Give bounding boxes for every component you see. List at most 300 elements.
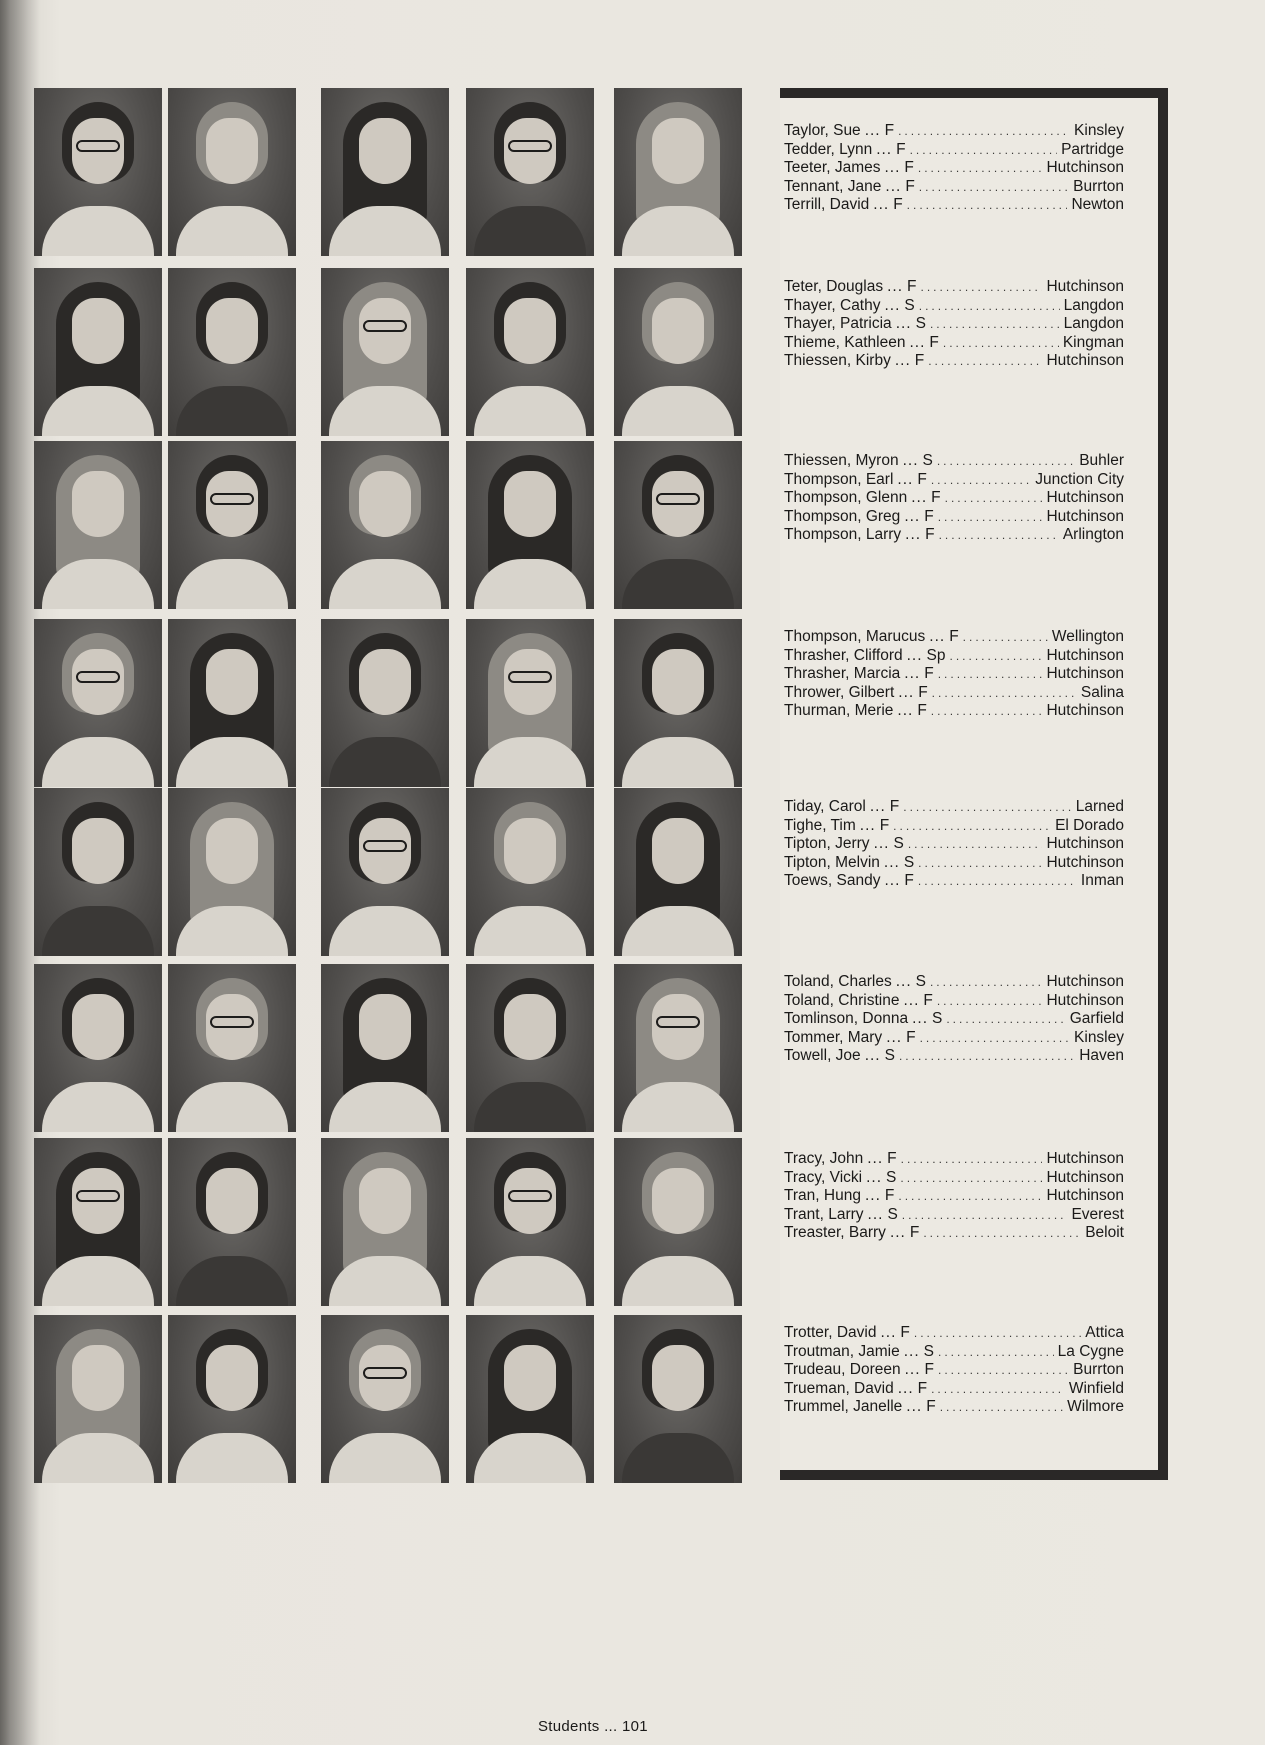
- hometown: Salina: [1080, 683, 1124, 701]
- entry-separator: ...: [911, 489, 928, 506]
- student-name: Tiday, Carol: [784, 798, 866, 815]
- student-name: Thompson, Earl: [784, 470, 894, 488]
- student-name: Tighe, Tim: [784, 816, 856, 834]
- hometown: Hutchinson: [1046, 352, 1124, 369]
- entry-separator: ...: [883, 853, 900, 871]
- class-year: F: [889, 798, 900, 815]
- dot-leader: [937, 454, 1075, 468]
- hometown: Winfield: [1068, 1379, 1124, 1397]
- student-portrait: [614, 88, 742, 256]
- portrait-body: [474, 906, 586, 956]
- hometown: Buhler: [1079, 452, 1124, 469]
- student-name: Trudeau, Doreen: [784, 1361, 901, 1378]
- class-year: F: [900, 1324, 910, 1341]
- student-portrait: [34, 619, 162, 787]
- hometown: Hutchinson: [1046, 489, 1124, 506]
- student-portrait: [321, 964, 449, 1132]
- portrait-row: [34, 619, 770, 787]
- entry-separator: ...: [880, 1324, 897, 1341]
- class-year: F: [931, 489, 941, 506]
- portrait-glasses: [508, 671, 552, 683]
- dot-leader: [919, 299, 1060, 313]
- dot-leader: [931, 1382, 1065, 1396]
- student-name: Tran, Hung: [784, 1187, 861, 1204]
- student-portrait: [168, 1138, 296, 1306]
- roster-group: [784, 1150, 1124, 1243]
- entry-separator: ...: [859, 816, 876, 834]
- dot-leader: [903, 800, 1072, 814]
- portrait-body: [176, 1256, 288, 1306]
- hometown: Larned: [1075, 798, 1124, 815]
- student-portrait: [614, 441, 742, 609]
- hometown: Hutchinson: [1046, 278, 1124, 295]
- entry-separator: ...: [873, 196, 890, 213]
- roster-entry: [784, 1398, 1124, 1417]
- roster-entry: [784, 1324, 1124, 1343]
- entry-separator: ...: [873, 835, 890, 852]
- dot-leader: [945, 491, 1043, 505]
- portrait-glasses: [210, 1016, 254, 1028]
- student-name: Thiessen, Myron: [784, 452, 899, 469]
- hometown: Burrton: [1073, 1361, 1124, 1378]
- portrait-face: [206, 1168, 258, 1234]
- student-portrait: [34, 268, 162, 436]
- roster-entry: [784, 1150, 1124, 1169]
- portrait-glasses: [363, 320, 407, 332]
- class-year: F: [917, 470, 927, 488]
- hometown: Hutchinson: [1046, 646, 1124, 664]
- portrait-face: [359, 994, 411, 1060]
- portrait-row: [34, 1315, 770, 1483]
- class-year: F: [879, 816, 890, 834]
- portrait-body: [42, 906, 154, 956]
- class-year: F: [924, 665, 934, 682]
- student-portrait: [321, 88, 449, 256]
- entry-separator: ...: [867, 1150, 884, 1167]
- portrait-grid: [34, 88, 770, 1486]
- roster-entry: [784, 526, 1124, 545]
- hometown: Kinsley: [1074, 1028, 1124, 1046]
- hometown: Kinsley: [1074, 122, 1124, 139]
- portrait-body: [176, 1082, 288, 1132]
- portrait-body: [474, 1256, 586, 1306]
- student-name: Toland, Christine: [784, 991, 900, 1009]
- student-portrait: [614, 964, 742, 1132]
- student-portrait: [34, 1315, 162, 1483]
- dot-leader: [919, 180, 1069, 194]
- class-year: F: [906, 1028, 916, 1046]
- class-year: F: [907, 278, 917, 295]
- class-year: F: [925, 526, 935, 543]
- portrait-face: [72, 1345, 124, 1411]
- entry-separator: ...: [864, 122, 881, 139]
- roster-entry: [784, 178, 1124, 197]
- hometown: Kingman: [1062, 333, 1124, 351]
- entry-separator: ...: [894, 352, 911, 369]
- portrait-glasses: [363, 1367, 407, 1379]
- portrait-body: [622, 1433, 734, 1483]
- dot-leader: [950, 649, 1043, 663]
- hometown: Everest: [1071, 1205, 1124, 1223]
- portrait-face: [504, 1345, 556, 1411]
- hometown: Hutchinson: [1046, 665, 1124, 682]
- roster-entry: [784, 1206, 1124, 1225]
- roster-entry: [784, 854, 1124, 873]
- entry-separator: ...: [904, 665, 921, 682]
- entry-separator: ...: [902, 452, 919, 469]
- student-portrait: [321, 441, 449, 609]
- entry-separator: ...: [903, 1342, 920, 1360]
- student-name: Trant, Larry: [784, 1205, 864, 1223]
- hometown: La Cygne: [1057, 1342, 1124, 1360]
- portrait-body: [176, 1433, 288, 1483]
- entry-separator: ...: [897, 702, 914, 719]
- student-name: Thrasher, Marcia: [784, 665, 901, 682]
- entry-separator: ...: [895, 315, 912, 332]
- student-portrait: [168, 441, 296, 609]
- roster-entry: [784, 1169, 1124, 1188]
- dot-leader: [938, 1363, 1069, 1377]
- class-year: F: [887, 1150, 897, 1167]
- portrait-glasses: [508, 1190, 552, 1202]
- roster-entry: [784, 992, 1124, 1011]
- roster-entry: [784, 973, 1124, 992]
- portrait-face: [72, 994, 124, 1060]
- portrait-body: [329, 559, 441, 609]
- student-portrait: [321, 1138, 449, 1306]
- class-year: F: [917, 702, 927, 719]
- class-year: S: [915, 973, 926, 990]
- entry-separator: ...: [876, 140, 893, 158]
- student-portrait: [466, 268, 594, 436]
- student-portrait: [321, 268, 449, 436]
- portrait-face: [206, 118, 258, 184]
- dot-leader: [930, 317, 1060, 331]
- hometown: Hutchinson: [1046, 973, 1124, 990]
- roster-entry: [784, 665, 1124, 684]
- class-year: Sp: [926, 646, 946, 664]
- student-portrait: [168, 964, 296, 1132]
- student-portrait: [466, 441, 594, 609]
- portrait-body: [622, 1256, 734, 1306]
- class-year: F: [924, 507, 934, 525]
- hometown: Haven: [1079, 1047, 1124, 1064]
- portrait-glasses: [363, 840, 407, 852]
- portrait-body: [622, 559, 734, 609]
- entry-separator: ...: [884, 872, 901, 889]
- dot-leader: [910, 143, 1058, 157]
- roster-entry: [784, 334, 1124, 353]
- roster-entry: [784, 508, 1124, 527]
- student-portrait: [466, 1138, 594, 1306]
- class-year: F: [926, 1398, 936, 1415]
- roster-entry: [784, 471, 1124, 490]
- portrait-face: [72, 298, 124, 364]
- hometown: Hutchinson: [1046, 702, 1124, 719]
- student-name: Thompson, Marucus: [784, 628, 926, 645]
- dot-leader: [938, 510, 1043, 524]
- class-year: F: [914, 352, 925, 369]
- class-year: F: [929, 333, 939, 351]
- portrait-glasses: [508, 140, 552, 152]
- student-portrait: [34, 788, 162, 956]
- entry-separator: ...: [886, 1028, 903, 1046]
- roster-entry: [784, 872, 1124, 891]
- class-year: S: [887, 1205, 898, 1223]
- class-year: F: [884, 122, 895, 139]
- dot-leader: [918, 161, 1043, 175]
- dot-leader: [918, 874, 1077, 888]
- roster-group: [784, 973, 1124, 1066]
- student-portrait: [466, 1315, 594, 1483]
- hometown: Hutchinson: [1046, 159, 1124, 176]
- class-year: F: [917, 1379, 928, 1397]
- entry-separator: ...: [864, 1047, 881, 1064]
- student-name: Towell, Joe: [784, 1047, 861, 1064]
- student-portrait: [34, 1138, 162, 1306]
- hometown: Hutchinson: [1046, 991, 1124, 1009]
- student-portrait: [34, 88, 162, 256]
- student-name: Thiessen, Kirby: [784, 352, 891, 369]
- portrait-face: [359, 1168, 411, 1234]
- entry-separator: ...: [929, 628, 946, 645]
- dot-leader: [918, 856, 1042, 870]
- hometown: Garfield: [1069, 1010, 1124, 1027]
- student-name: Thrower, Gilbert: [784, 683, 895, 701]
- roster-entry: [784, 196, 1124, 215]
- dot-leader: [893, 819, 1051, 833]
- portrait-body: [474, 206, 586, 256]
- dot-leader: [900, 1171, 1042, 1185]
- class-year: S: [904, 296, 915, 314]
- entry-separator: ...: [912, 1010, 928, 1027]
- portrait-row: [34, 1138, 770, 1306]
- student-portrait: [168, 1315, 296, 1483]
- roster-entry: [784, 452, 1124, 471]
- hometown: Hutchinson: [1046, 507, 1124, 525]
- roster-entry: [784, 1047, 1124, 1066]
- portrait-glasses: [76, 671, 120, 683]
- hometown: Newton: [1071, 196, 1124, 213]
- portrait-row: [34, 788, 770, 956]
- roster-entry: [784, 1010, 1124, 1029]
- student-name: Thompson, Larry: [784, 526, 902, 543]
- student-portrait: [466, 964, 594, 1132]
- class-year: S: [884, 1047, 895, 1064]
- dot-leader: [932, 686, 1077, 700]
- portrait-body: [176, 206, 288, 256]
- entry-separator: ...: [909, 333, 926, 351]
- dot-leader: [902, 1208, 1068, 1222]
- roster-entry: [784, 159, 1124, 178]
- student-name: Trummel, Janelle: [784, 1398, 903, 1415]
- entry-separator: ...: [884, 159, 901, 176]
- portrait-glasses: [76, 1190, 120, 1202]
- roster-entry: [784, 141, 1124, 160]
- roster-entry: [784, 1029, 1124, 1048]
- dot-leader: [920, 280, 1042, 294]
- portrait-face: [504, 994, 556, 1060]
- roster-entry: [784, 1361, 1124, 1380]
- portrait-body: [176, 559, 288, 609]
- student-name: Troutman, Jamie: [784, 1342, 900, 1360]
- portrait-glasses: [656, 1016, 700, 1028]
- student-name: Treaster, Barry: [784, 1224, 886, 1241]
- entry-separator: ...: [897, 1379, 914, 1397]
- student-portrait: [614, 1138, 742, 1306]
- dot-leader: [928, 354, 1042, 368]
- roster-entry: [784, 798, 1124, 817]
- class-year: S: [893, 835, 904, 852]
- student-name: Tipton, Melvin: [784, 853, 880, 871]
- dot-leader: [940, 1400, 1063, 1414]
- portrait-face: [206, 818, 258, 884]
- portrait-face: [72, 471, 124, 537]
- student-portrait: [34, 441, 162, 609]
- student-name: Tracy, John: [784, 1150, 864, 1167]
- student-portrait: [321, 788, 449, 956]
- student-portrait: [466, 788, 594, 956]
- student-portrait: [466, 88, 594, 256]
- dot-leader: [931, 704, 1043, 718]
- portrait-face: [652, 1168, 704, 1234]
- hometown: Arlington: [1062, 526, 1124, 543]
- roster-entry: [784, 1224, 1124, 1243]
- dot-leader: [899, 1049, 1075, 1063]
- class-year: F: [904, 872, 914, 889]
- student-name: Trueman, David: [784, 1379, 894, 1397]
- portrait-body: [474, 1082, 586, 1132]
- roster-entry: [784, 817, 1124, 836]
- student-portrait: [168, 88, 296, 256]
- portrait-face: [359, 118, 411, 184]
- dot-leader: [914, 1326, 1081, 1340]
- hometown: Hutchinson: [1046, 1150, 1124, 1167]
- portrait-face: [652, 818, 704, 884]
- student-portrait: [466, 619, 594, 787]
- class-year: S: [923, 1342, 934, 1360]
- student-name: Thompson, Greg: [784, 507, 901, 525]
- entry-separator: ...: [898, 683, 915, 701]
- class-year: F: [924, 1361, 934, 1378]
- portrait-face: [206, 649, 258, 715]
- footer-separator: ...: [604, 1718, 618, 1735]
- class-year: S: [903, 853, 915, 871]
- class-year: F: [896, 140, 906, 158]
- portrait-row: [34, 268, 770, 436]
- portrait-body: [42, 1082, 154, 1132]
- dot-leader: [938, 1345, 1054, 1359]
- entry-separator: ...: [887, 278, 904, 295]
- class-year: F: [884, 1187, 895, 1204]
- hometown: El Dorado: [1055, 816, 1124, 834]
- entry-separator: ...: [885, 177, 902, 195]
- roster-entry: [784, 647, 1124, 666]
- student-name: Thayer, Patricia: [784, 315, 892, 332]
- dot-leader: [920, 1031, 1070, 1045]
- hometown: Junction City: [1035, 470, 1124, 488]
- dot-leader: [946, 1012, 1065, 1026]
- class-year: S: [886, 1168, 897, 1186]
- student-name: Tedder, Lynn: [784, 140, 873, 158]
- class-year: S: [932, 1010, 943, 1027]
- roster-group: [784, 628, 1124, 721]
- roster-entry: [784, 352, 1124, 371]
- student-portrait: [614, 268, 742, 436]
- roster-entry: [784, 489, 1124, 508]
- entry-separator: ...: [897, 470, 914, 488]
- dot-leader: [908, 837, 1043, 851]
- portrait-face: [652, 1345, 704, 1411]
- portrait-face: [359, 649, 411, 715]
- portrait-face: [206, 1345, 258, 1411]
- student-name: Tennant, Jane: [784, 177, 882, 195]
- portrait-face: [359, 471, 411, 537]
- portrait-face: [72, 818, 124, 884]
- roster-entry: [784, 315, 1124, 334]
- student-name: Teeter, James: [784, 159, 881, 176]
- entry-separator: ...: [904, 1361, 921, 1378]
- hometown: Attica: [1085, 1324, 1124, 1341]
- portrait-face: [652, 649, 704, 715]
- dot-leader: [939, 528, 1059, 542]
- page-footer: [538, 1718, 648, 1735]
- roster-group: [784, 452, 1124, 545]
- student-portrait: [168, 619, 296, 787]
- portrait-face: [652, 298, 704, 364]
- student-name: Thompson, Glenn: [784, 489, 908, 506]
- student-name: Tracy, Vicki: [784, 1168, 863, 1186]
- student-name: Taylor, Sue: [784, 122, 861, 139]
- student-portrait: [614, 619, 742, 787]
- portrait-glasses: [656, 493, 700, 505]
- roster-entry: [784, 835, 1124, 854]
- hometown: Langdon: [1063, 315, 1124, 332]
- portrait-face: [504, 471, 556, 537]
- portrait-body: [474, 386, 586, 436]
- hometown: Burrton: [1073, 177, 1124, 195]
- student-portrait: [168, 268, 296, 436]
- hometown: Beloit: [1085, 1224, 1124, 1241]
- entry-separator: ...: [906, 1398, 923, 1415]
- class-year: F: [923, 991, 933, 1009]
- portrait-face: [652, 118, 704, 184]
- student-name: Thurman, Merie: [784, 702, 894, 719]
- portrait-row: [34, 964, 770, 1132]
- roster-entry: [784, 297, 1124, 316]
- class-year: F: [949, 628, 959, 645]
- class-year: F: [905, 177, 915, 195]
- hometown: Wilmore: [1067, 1398, 1124, 1415]
- portrait-body: [622, 386, 734, 436]
- student-name: Tipton, Jerry: [784, 835, 870, 852]
- class-year: S: [922, 452, 933, 469]
- portrait-body: [176, 386, 288, 436]
- roster-entry: [784, 1380, 1124, 1399]
- entry-separator: ...: [904, 507, 921, 525]
- portrait-face: [504, 298, 556, 364]
- class-year: F: [904, 159, 914, 176]
- student-portrait: [614, 1315, 742, 1483]
- dot-leader: [931, 473, 1031, 487]
- dot-leader: [923, 1226, 1081, 1240]
- portrait-face: [504, 818, 556, 884]
- hometown: Wellington: [1051, 628, 1124, 645]
- dot-leader: [898, 1189, 1042, 1203]
- roster-entry: [784, 278, 1124, 297]
- student-name: Tomlinson, Donna: [784, 1010, 909, 1027]
- portrait-body: [42, 737, 154, 787]
